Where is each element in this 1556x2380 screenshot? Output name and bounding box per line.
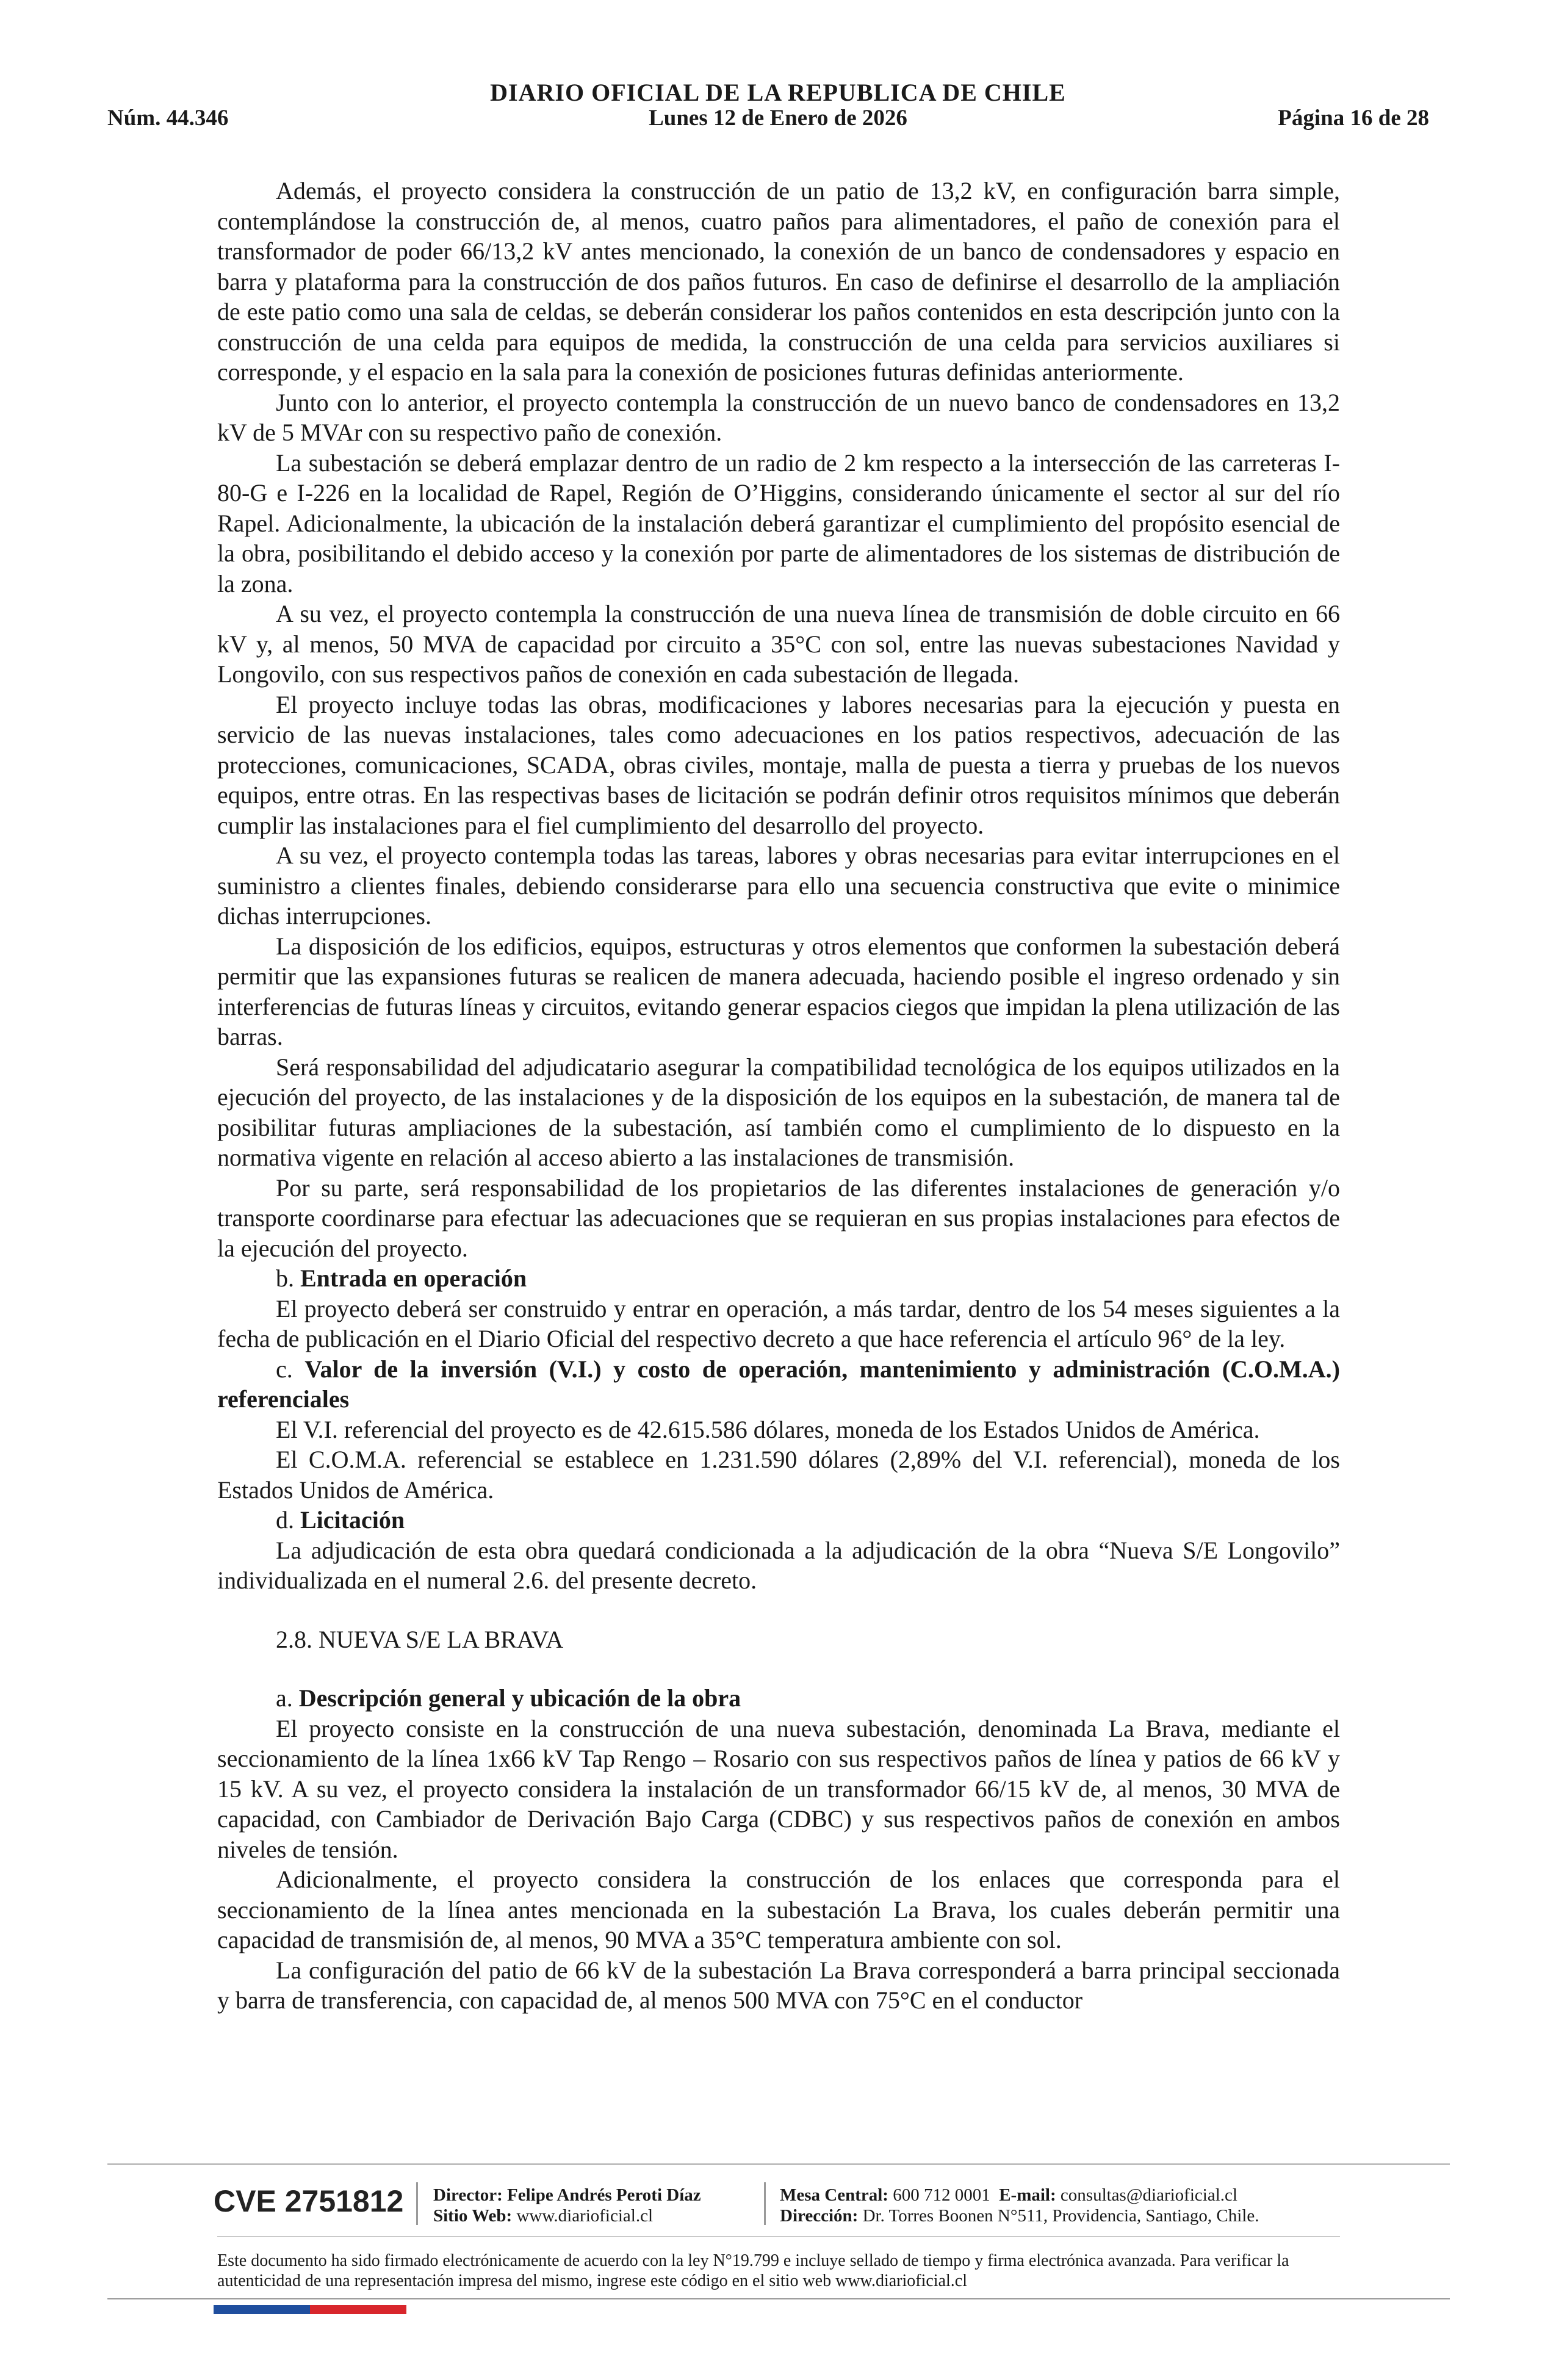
flag-red-stripe <box>310 2305 406 2314</box>
paragraph: El C.O.M.A. referencial se establece en 1.231.590 dólares (2,89% del V.I. referencial), moneda de los Estados Unidos de América. <box>217 1446 1340 1504</box>
section-letter: c. <box>276 1355 293 1383</box>
footer-separator <box>764 2182 766 2225</box>
section-d-heading <box>217 1505 1340 1535</box>
mesa-label: Mesa Central: <box>780 2185 888 2205</box>
footer-divider <box>217 2236 1340 2237</box>
section-title: Descripción general y ubicación de la obra <box>298 1684 741 1712</box>
email-label: E-mail: <box>999 2185 1056 2205</box>
director-label: Director: <box>433 2185 503 2205</box>
section-letter: a. <box>276 1684 293 1712</box>
section-title: Licitación <box>300 1506 405 1534</box>
paragraph: La configuración del patio de 66 kV de la subestación La Brava corresponderá a barra principal seccionada y barra de transferencia, con capacidad de, al menos 500 MVA con 75°C en el conductor <box>217 1956 1340 2014</box>
footer-separator <box>416 2182 418 2225</box>
signature-notice: Este documento ha sido firmado electrónicamente de acuerdo con la ley N°19.799 e incluye sellado de tiempo y firma electrónica avanzada. Para verificar la autenticidad de una representación impresa del mismo, ingrese este código en el sitio web www.diarioficial.cl <box>217 2251 1289 2290</box>
section-title: Valor de la inversión (V.I.) y costo de operación, mantenimiento y administración (C.O.M.A.) referenciales <box>217 1355 1340 1413</box>
section-letter: b. <box>276 1264 294 1292</box>
paragraph: El proyecto incluye todas las obras, modificaciones y labores necesarias para la ejecución y puesta en servicio de las nuevas instalaciones, tales como adecuaciones en los patios respectivos, adecuación de las protecciones, comunicaciones, SCADA, obras civiles, montaje, malla de puesta a tierra y pruebas de los nuevos equipos, entre otras. En las respectivas bases de licitación se podrán definir otros requisitos mínimos que deberán cumplir las instalaciones para el fiel cumplimiento del desarrollo del proyecto. <box>217 690 1340 839</box>
paragraph: La disposición de los edificios, equipos, estructuras y otros elementos que conformen la subestación deberá permitir que las expansiones futuras se realicen de manera adecuada, haciendo posible el ingreso ordenado y sin interferencias de futuras líneas y circuitos, evitando generar espacios ciegos que impidan la plena utilización de las barras. <box>217 932 1340 1050</box>
footer-contact-block <box>780 2185 1259 2226</box>
paragraph: El V.I. referencial del proyecto es de 42.615.586 dólares, moneda de los Estados Unidos de América. <box>276 1415 1260 1443</box>
paragraph: Además, el proyecto considera la construcción de un patio de 13,2 kV, en configuración barra simple, contemplándose la construcción de, al menos, cuatro paños para alimentadores, el paño de conexión para el transformador de poder 66/13,2 kV antes mencionado, la conexión de un banco de condensadores y espacio en barra y plataforma para la construcción de dos paños futuros. En caso de definirse el desarrollo de la ampliación de este patio como una sala de celdas, se deberán considerar los paños contenidos en esta descripción junto con la construcción de una celda para equipos de medida, la construcción de una celda para servicios auxiliares si corresponde, y el espacio en la sala para la conexión de posiciones futuras definidas anteriormente. <box>217 177 1340 386</box>
flag-blue-stripe <box>214 2305 310 2314</box>
page-number: Página 16 de 28 <box>1278 106 1429 131</box>
issue-number: Núm. 44.346 <box>107 106 229 131</box>
footer-director-block <box>433 2185 701 2226</box>
paragraph: Por su parte, será responsabilidad de los propietarios de las diferentes instalaciones de generación y/o transporte coordinarse para efectuar las adecuaciones que se requieran en sus propias instalaciones para efectos de la ejecución del proyecto. <box>217 1174 1340 1262</box>
paragraph: La subestación se deberá emplazar dentro de un radio de 2 km respecto a la intersección de las carreteras I-80-G e I-226 en la localidad de Rapel, Región de O’Higgins, considerando únicamente el sector al sur del río Rapel. Adicionalmente, la ubicación de la instalación deberá garantizar el cumplimiento del propósito esencial de la obra, posibilitando el debido acceso y la conexión por parte de alimentadores de los sistemas de distribución de la zona. <box>217 449 1340 597</box>
section-c-heading <box>217 1354 1340 1415</box>
paragraph: Adicionalmente, el proyecto considera la construcción de los enlaces que corresponda para el seccionamiento de la línea antes mencionada en la subestación La Brava, los cuales deberán permitir una capacidad de transmisión de, al menos, 90 MVA a 35°C temperatura ambiente con sol. <box>217 1866 1340 1953</box>
section-letter: d. <box>276 1506 294 1534</box>
paragraph: Junto con lo anterior, el proyecto contempla la construcción de un nuevo banco de condensadores en 13,2 kV de 5 MVAr con su respectivo paño de conexión. <box>217 388 1340 446</box>
newspaper-title: DIARIO OFICIAL DE LA REPUBLICA DE CHILE <box>490 79 1066 106</box>
section-28-title: 2.8. NUEVA S/E LA BRAVA <box>276 1625 564 1653</box>
section-a-heading <box>217 1683 1340 1714</box>
section-b-heading <box>217 1263 1340 1294</box>
site-label: Sitio Web: <box>433 2206 513 2226</box>
email-link[interactable]: consultas@diarioficial.cl <box>1060 2185 1237 2205</box>
paragraph: El proyecto deberá ser construido y entrar en operación, a más tardar, dentro de los 54 meses siguientes a la fecha de publicación en el Diario Oficial del respectivo decreto a que hace referencia el artículo 96° de la ley. <box>217 1294 1340 1352</box>
document-body <box>217 176 1340 2016</box>
paragraph: La adjudicación de esta obra quedará condicionada a la adjudicación de la obra “Nueva S/E Longovilo” individualizada en el numeral 2.6. del presente decreto. <box>217 1536 1340 1594</box>
paragraph: A su vez, el proyecto contempla todas las tareas, labores y obras necesarias para evitar interrupciones en el suministro a clientes finales, debiendo considerarse para ello una secuencia constructiva que evite o minimice dichas interrupciones. <box>217 842 1340 929</box>
flag-stripe <box>214 2305 406 2314</box>
issue-date: Lunes 12 de Enero de 2026 <box>649 106 907 131</box>
footer-divider <box>107 2163 1450 2165</box>
address-label: Dirección: <box>780 2206 859 2226</box>
section-title: Entrada en operación <box>300 1264 527 1292</box>
cve-code: CVE 2751812 <box>214 2184 404 2218</box>
address-value: Dr. Torres Boonen N°511, Providencia, Santiago, Chile. <box>862 2206 1259 2226</box>
paragraph: A su vez, el proyecto contempla la construcción de una nueva línea de transmisión de doble circuito en 66 kV y, al menos, 50 MVA de capacidad por circuito a 35°C con sol, entre las nuevas subestaciones Navidad y Longovilo, con sus respectivos paños de conexión en cada subestación de llegada. <box>217 600 1340 688</box>
mesa-phone: 600 712 0001 <box>893 2185 990 2205</box>
footer-divider <box>107 2298 1450 2299</box>
paragraph: El proyecto consiste en la construcción de una nueva subestación, denominada La Brava, mediante el seccionamiento de la línea 1x66 kV Tap Rengo – Rosario con sus respectivos paños de línea y patios de 66 kV y 15 kV. A su vez, el proyecto considera la instalación de un transformador 66/15 kV de, al menos, 30 MVA de capacidad, con Cambiador de Derivación Bajo Carga (CDBC) y sus respectivos paños de conexión en ambos niveles de tensión. <box>217 1714 1340 1863</box>
paragraph: Será responsabilidad del adjudicatario asegurar la compatibilidad tecnológica de los equipos utilizados en la ejecución del proyecto, de las instalaciones y de la disposición de los equipos en la subestación, de manera tal de posibilitar futuras ampliaciones de la subestación, así también como el cumplimiento de lo dispuesto en la normativa vigente en relación al acceso abierto a las instalaciones de transmisión. <box>217 1053 1340 1171</box>
site-link[interactable]: www.diarioficial.cl <box>516 2206 654 2226</box>
director-name: Felipe Andrés Peroti Díaz <box>507 2185 701 2205</box>
